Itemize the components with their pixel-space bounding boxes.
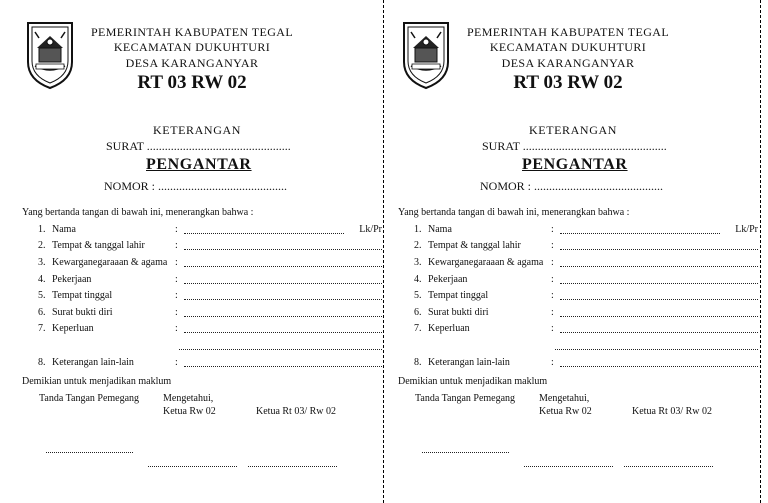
intro-text: Yang bertanda tangan di bawah ini, menerangkan bahwa : <box>22 207 254 218</box>
field-colon: : <box>551 224 554 235</box>
field-label: Tempat & tanggal lahir <box>52 240 145 251</box>
surat-line: SURAT ................................................ <box>482 139 667 153</box>
field-label: Surat bukti diri <box>428 307 489 318</box>
acknowledged-label: Mengetahui, <box>163 393 214 404</box>
field-keterangan-lain <box>22 357 384 371</box>
ketua-rt-rw-label: Ketua Rt 03/ Rw 02 <box>256 406 336 417</box>
field-label: Nama <box>52 224 76 235</box>
field-surat-bukti <box>398 307 760 321</box>
field-number: 2. <box>414 240 422 251</box>
field-number: 5. <box>414 290 422 301</box>
header-line-2: KECAMATAN DUKUHTURI <box>489 40 647 54</box>
field-label: Pekerjaan <box>428 274 468 285</box>
field-label: Tempat & tanggal lahir <box>428 240 521 251</box>
field-label: Tempat tinggal <box>428 290 489 301</box>
ketua-rt-rw-signature-line[interactable] <box>248 465 337 467</box>
rt-rw-heading: RT 03 RW 02 <box>137 72 247 93</box>
field-ttl <box>22 240 384 254</box>
fill-line[interactable] <box>179 349 382 350</box>
field-colon: : <box>175 307 178 318</box>
field-number: 4. <box>414 274 422 285</box>
fill-line[interactable] <box>560 366 758 367</box>
field-pekerjaan <box>22 274 384 288</box>
fill-line[interactable] <box>560 332 758 333</box>
field-nama <box>22 224 384 238</box>
ketua-rw-signature-line[interactable] <box>524 465 613 467</box>
field-label: Keperluan <box>52 323 94 334</box>
field-label: Keperluan <box>428 323 470 334</box>
ketua-rt-rw-label: Ketua Rt 03/ Rw 02 <box>632 406 712 417</box>
field-number: 3. <box>414 257 422 268</box>
fill-line[interactable] <box>184 366 382 367</box>
field-colon: : <box>551 307 554 318</box>
keterangan-label: KETERANGAN <box>529 123 617 137</box>
fill-line[interactable] <box>560 266 758 267</box>
field-colon: : <box>551 323 554 334</box>
field-keperluan <box>22 323 384 337</box>
ketua-rw-label: Ketua Rw 02 <box>163 406 216 417</box>
field-number: 5. <box>38 290 46 301</box>
field-ttl <box>398 240 760 254</box>
fill-line[interactable] <box>560 233 720 234</box>
field-colon: : <box>175 240 178 251</box>
field-number: 4. <box>38 274 46 285</box>
field-colon: : <box>175 274 178 285</box>
field-number: 6. <box>414 307 422 318</box>
field-kewarganegaraan <box>398 257 760 271</box>
header-line-1: PEMERINTAH KABUPATEN TEGAL <box>466 25 670 39</box>
field-label: Nama <box>428 224 452 235</box>
field-label: Tempat tinggal <box>52 290 113 301</box>
fill-line[interactable] <box>184 233 344 234</box>
field-colon: : <box>175 323 178 334</box>
field-colon: : <box>551 357 554 368</box>
fill-line[interactable] <box>560 283 758 284</box>
pengantar-title: PENGANTAR <box>146 156 252 173</box>
header-line-3: DESA KARANGANYAR <box>125 56 259 70</box>
fill-line[interactable] <box>184 316 382 317</box>
ketua-rw-signature-line[interactable] <box>148 465 237 467</box>
field-tempat-tinggal <box>398 290 760 304</box>
form-right <box>398 0 760 503</box>
keterangan-label: KETERANGAN <box>153 123 241 137</box>
rt-rw-heading: RT 03 RW 02 <box>513 72 623 93</box>
field-colon: : <box>175 257 178 268</box>
field-number: 6. <box>38 307 46 318</box>
closing-text: Demikian untuk menjadikan maklum <box>22 376 172 387</box>
fill-line[interactable] <box>184 266 382 267</box>
fill-line[interactable] <box>555 349 758 350</box>
holder-signature-line[interactable] <box>422 451 509 453</box>
closing-text: Demikian untuk menjadikan maklum <box>398 376 548 387</box>
field-surat-bukti <box>22 307 384 321</box>
fill-line[interactable] <box>184 332 382 333</box>
fill-line[interactable] <box>184 283 382 284</box>
ketua-rw-label: Ketua Rw 02 <box>539 406 592 417</box>
header-line-2: KECAMATAN DUKUHTURI <box>113 40 271 54</box>
form-left <box>22 0 384 503</box>
header-line-1: PEMERINTAH KABUPATEN TEGAL <box>90 25 294 39</box>
field-label: Kewarganegaraaan & agama <box>428 257 544 268</box>
field-number: 1. <box>38 224 46 235</box>
field-nama <box>398 224 760 238</box>
field-label: Surat bukti diri <box>52 307 113 318</box>
acknowledged-label: Mengetahui, <box>539 393 590 404</box>
gender-suffix: Lk/Pr <box>735 224 758 235</box>
field-colon: : <box>551 240 554 251</box>
field-keperluan-continued <box>22 340 384 354</box>
fill-line[interactable] <box>560 299 758 300</box>
field-label: Kewarganegaraaan & agama <box>52 257 168 268</box>
gender-suffix: Lk/Pr <box>359 224 382 235</box>
header-line-3: DESA KARANGANYAR <box>501 56 635 70</box>
field-number: 1. <box>414 224 422 235</box>
field-keterangan-lain <box>398 357 760 371</box>
pengantar-title: PENGANTAR <box>522 156 628 173</box>
field-colon: : <box>551 290 554 301</box>
field-colon: : <box>175 224 178 235</box>
nomor-line: NOMOR : ........................................... <box>480 179 664 193</box>
field-keperluan <box>398 323 760 337</box>
field-number: 8. <box>414 357 422 368</box>
field-keperluan-continued <box>398 340 760 354</box>
cut-line-right <box>760 0 761 503</box>
field-colon: : <box>551 257 554 268</box>
holder-signature-label: Tanda Tangan Pemegang <box>39 393 140 404</box>
nomor-line: NOMOR : ........................................... <box>104 179 288 193</box>
field-number: 8. <box>38 357 46 368</box>
surat-line: SURAT ................................................ <box>106 139 291 153</box>
field-kewarganegaraan <box>22 257 384 271</box>
field-label: Keterangan lain-lain <box>428 357 510 368</box>
field-number: 7. <box>414 323 422 334</box>
fill-line[interactable] <box>184 249 382 250</box>
fill-line[interactable] <box>184 299 382 300</box>
field-label: Pekerjaan <box>52 274 92 285</box>
field-colon: : <box>551 274 554 285</box>
field-number: 2. <box>38 240 46 251</box>
field-colon: : <box>175 357 178 368</box>
fill-line[interactable] <box>560 249 758 250</box>
field-number: 3. <box>38 257 46 268</box>
ketua-rt-rw-signature-line[interactable] <box>624 465 713 467</box>
field-number: 7. <box>38 323 46 334</box>
fill-line[interactable] <box>560 316 758 317</box>
intro-text: Yang bertanda tangan di bawah ini, menerangkan bahwa : <box>398 207 630 218</box>
field-label: Keterangan lain-lain <box>52 357 134 368</box>
holder-signature-line[interactable] <box>46 451 133 453</box>
field-tempat-tinggal <box>22 290 384 304</box>
field-colon: : <box>175 290 178 301</box>
field-pekerjaan <box>398 274 760 288</box>
holder-signature-label: Tanda Tangan Pemegang <box>415 393 516 404</box>
